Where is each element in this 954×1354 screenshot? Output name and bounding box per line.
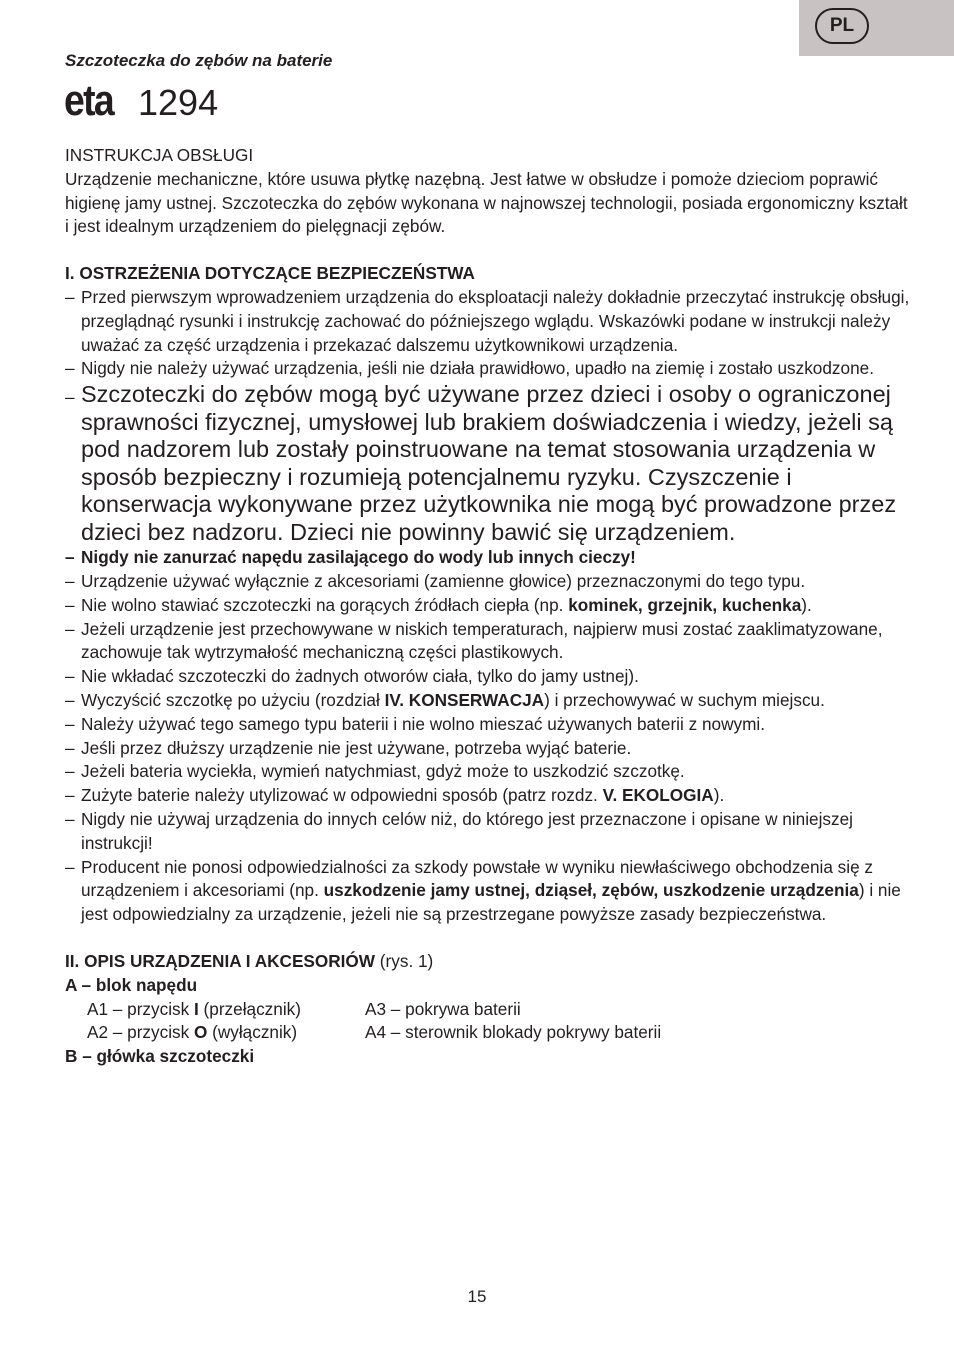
part-a2: A2 – przycisk O (wyłącznik) <box>87 1022 298 1043</box>
list-item: – Nie wkładać szczoteczki do żadnych otworów ciała, tylko do jamy ustnej). <box>65 665 910 689</box>
list-item: – Szczoteczki do zębów mogą być używane przez dzieci i osoby o ograniczonej sprawności fizycznej, umysłowej lub brakiem doświadczenia i wiedzy, jeżeli są pod nadzorem lub zostały poinstruowane na temat stosowania urządzenia w sposób bezpieczny i rozumieją potencjalnemu ryzyku. Czyszczenie i konserwacja wykonywane przez użytkownika nie mogą być prowadzone przez dzieci bez nadzoru. Dzieci nie powinny bawić się urządzeniem. <box>65 381 910 546</box>
model-number: 1294 <box>138 82 219 123</box>
part-b-label: B – główka szczoteczki <box>65 1046 255 1067</box>
brand-logo: eta <box>64 76 113 125</box>
language-tab <box>799 0 954 56</box>
document-body <box>65 144 910 1069</box>
description-section-heading: II. OPIS URZĄDZENIA I AKCESORIÓW (rys. 1) <box>65 950 434 971</box>
list-item: – Jeżeli urządzenie jest przechowywane w niskich temperaturach, najpierw musi zostać zaaklimatyzowane, zachowuje tak wytrzymałość mechaniczną części plastikowych. <box>65 618 910 666</box>
list-item: – Wyczyścić szczotkę po użyciu (rozdział IV. KONSERWACJA) i przechowywać w suchym miejscu. <box>65 689 910 713</box>
list-item: – Jeżeli bateria wyciekła, wymień natychmiast, gdyż może to uszkodzić szczotkę. <box>65 760 910 784</box>
part-a4: A4 – sterownik blokady pokrywy baterii <box>365 1022 662 1043</box>
instructions-heading: INSTRUKCJA OBSŁUGI <box>65 145 254 165</box>
product-subtitle: Szczoteczka do zębów na baterie <box>65 51 333 70</box>
product-title <box>64 76 218 126</box>
list-item: – Przed pierwszym wprowadzeniem urządzenia do eksploatacji należy dokładnie przeczytać instrukcję obsługi, przeglądnąć rysunki i instrukcję zachować do późniejszego wglądu. Wskazówki podane w instrukcji należy uważać za część urządzenia i przekazać dalszemu użytkownikowi urządzenia. <box>65 286 910 357</box>
part-a3: A3 – pokrywa baterii <box>365 998 521 1019</box>
list-item: – Nigdy nie należy używać urządzenia, jeśli nie działa prawidłowo, upadło na ziemię i zostało uszkodzone. <box>65 357 910 381</box>
safety-section-heading: I. OSTRZEŻENIA DOTYCZĄCE BEZPIECZEŃSTWA <box>65 263 475 284</box>
list-item: – Jeśli przez dłuższy urządzenie nie jest używane, potrzeba wyjąć baterie. <box>65 737 910 761</box>
part-a-label: A – blok napędu <box>65 974 198 995</box>
safety-warnings-list <box>65 286 910 927</box>
list-item: – Producent nie ponosi odpowiedzialności za szkody powstałe w wyniku niewłaściwego obchodzenia się z urządzeniem i akcesoriami (np. uszkodzenie jamy ustnej, dziąseł, zębów, uszkodzenie urządzenia) i nie jest odpowiedzialny za urządzenie, jeżeli nie są przestrzegane powyższe zasady bezpieczeństwa. <box>65 856 910 927</box>
language-badge: PL <box>815 8 869 44</box>
list-item: – Urządzenie używać wyłącznie z akcesoriami (zamienne głowice) przeznaczonymi do tego typu. <box>65 570 910 594</box>
page-number: 15 <box>467 1287 487 1306</box>
intro-paragraph: Urządzenie mechaniczne, które usuwa płytkę nazębną. Jest łatwe w obsłudze i pomoże dzieciom poprawić higienę jamy ustnej. Szczoteczka do zębów wykonana w najnowszej technologii, posiada ergonomiczny kształt i jest idealnym urządzeniem do pielęgnacji zębów. <box>65 168 908 237</box>
list-item: – Nigdy nie używaj urządzenia do innych celów niż, do którego jest przeznaczone i opisane w niniejszej instrukcji! <box>65 808 910 856</box>
part-a1: A1 – przycisk I (przełącznik) <box>87 998 301 1019</box>
list-item: – Należy używać tego samego typu baterii i nie wolno mieszać używanych baterii z nowymi. <box>65 713 910 737</box>
parts-list <box>65 998 910 1046</box>
list-item: – Zużyte baterie należy utylizować w odpowiedni sposób (patrz rozdz. V. EKOLOGIA). <box>65 784 910 808</box>
list-item: – Nie wolno stawiać szczoteczki na gorących źródłach ciepła (np. kominek, grzejnik, kuchenka). <box>65 594 910 618</box>
list-item: – Nigdy nie zanurzać napędu zasilającego do wody lub innych cieczy! <box>65 546 910 570</box>
